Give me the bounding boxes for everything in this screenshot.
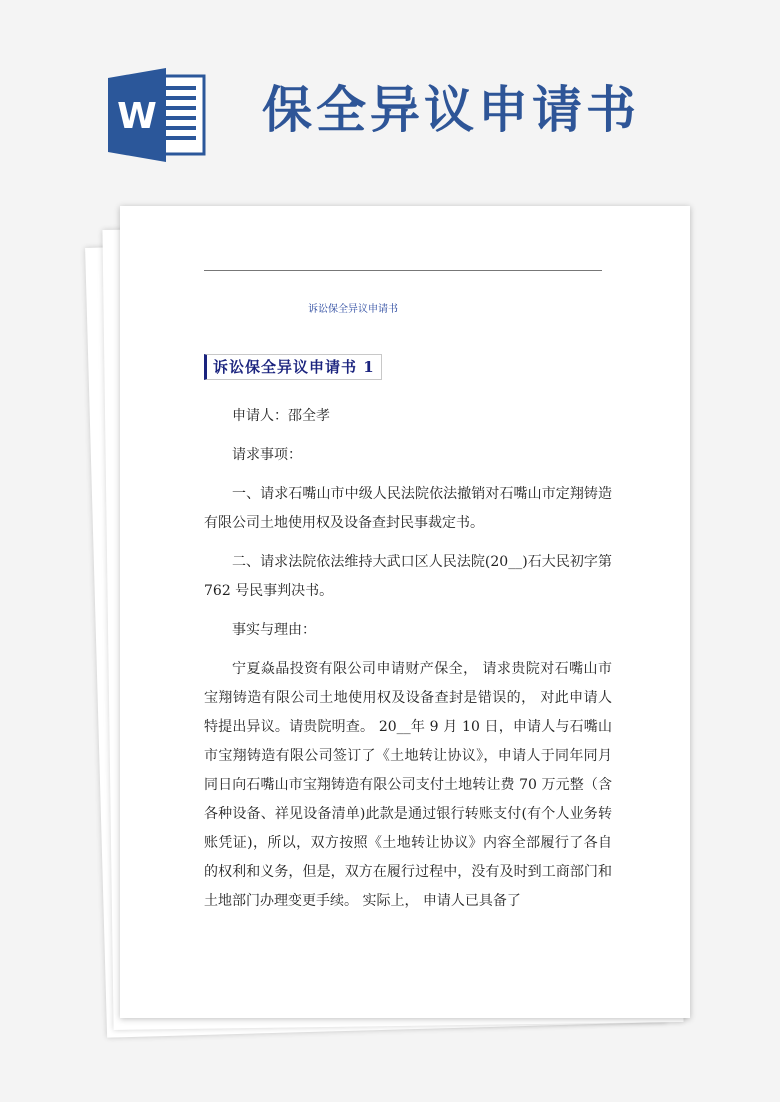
word-icon [108,68,208,162]
document-heading: 诉讼保全异议申请书 1 [204,354,382,380]
paragraph-facts: 宁夏焱晶投资有限公司申请财产保全， 请求贵院对石嘴山市宝翔铸造有限公司土地使用权及设备查封是错误的， 对此申请人特提出异议。请贵院明查。 20__年 9 月 10 日，申请人与石嘴山市宝翔铸造有限公司签订了《土地转让协议》，申请人于同年同月同日向石嘴山市宝翔铸造有限公司支付土地转让费 70 万元整（含各种设备、祥见设备清单)此款是通过银行转账支付(有个人业务转账凭证)，所以，双方按照《土地转让协议》内容全部履行了各自的权利和义务，但是，双方在履行过程中，没有及时到工商部门和土地部门办理变更手续。 实际上， 申请人已具备了 [204,661,612,909]
document-page [120,206,690,1018]
document-body [204,402,612,926]
paragraph-requests-label: 请求事项： [232,447,302,463]
paragraph-request-one: 一、请求石嘴山市中级人民法院依法撤销对石嘴山市定翔铸造有限公司土地使用权及设备查封民事裁定书。 [204,486,612,531]
paragraph-request-two: 二、请求法院依法维持大武口区人民法院(20__)石大民初字第 762 号民事判决书。 [204,554,612,599]
running-header: 诉讼保全异议申请书 [308,304,398,315]
svg-text:W: W [117,96,157,137]
header-rule [204,270,602,271]
page-title: 保全异议申请书 [262,81,640,139]
banner [0,0,780,190]
paragraph-applicant: 申请人：邵全孝 [232,408,330,424]
paragraph-facts-label: 事实与理由： [232,622,316,638]
